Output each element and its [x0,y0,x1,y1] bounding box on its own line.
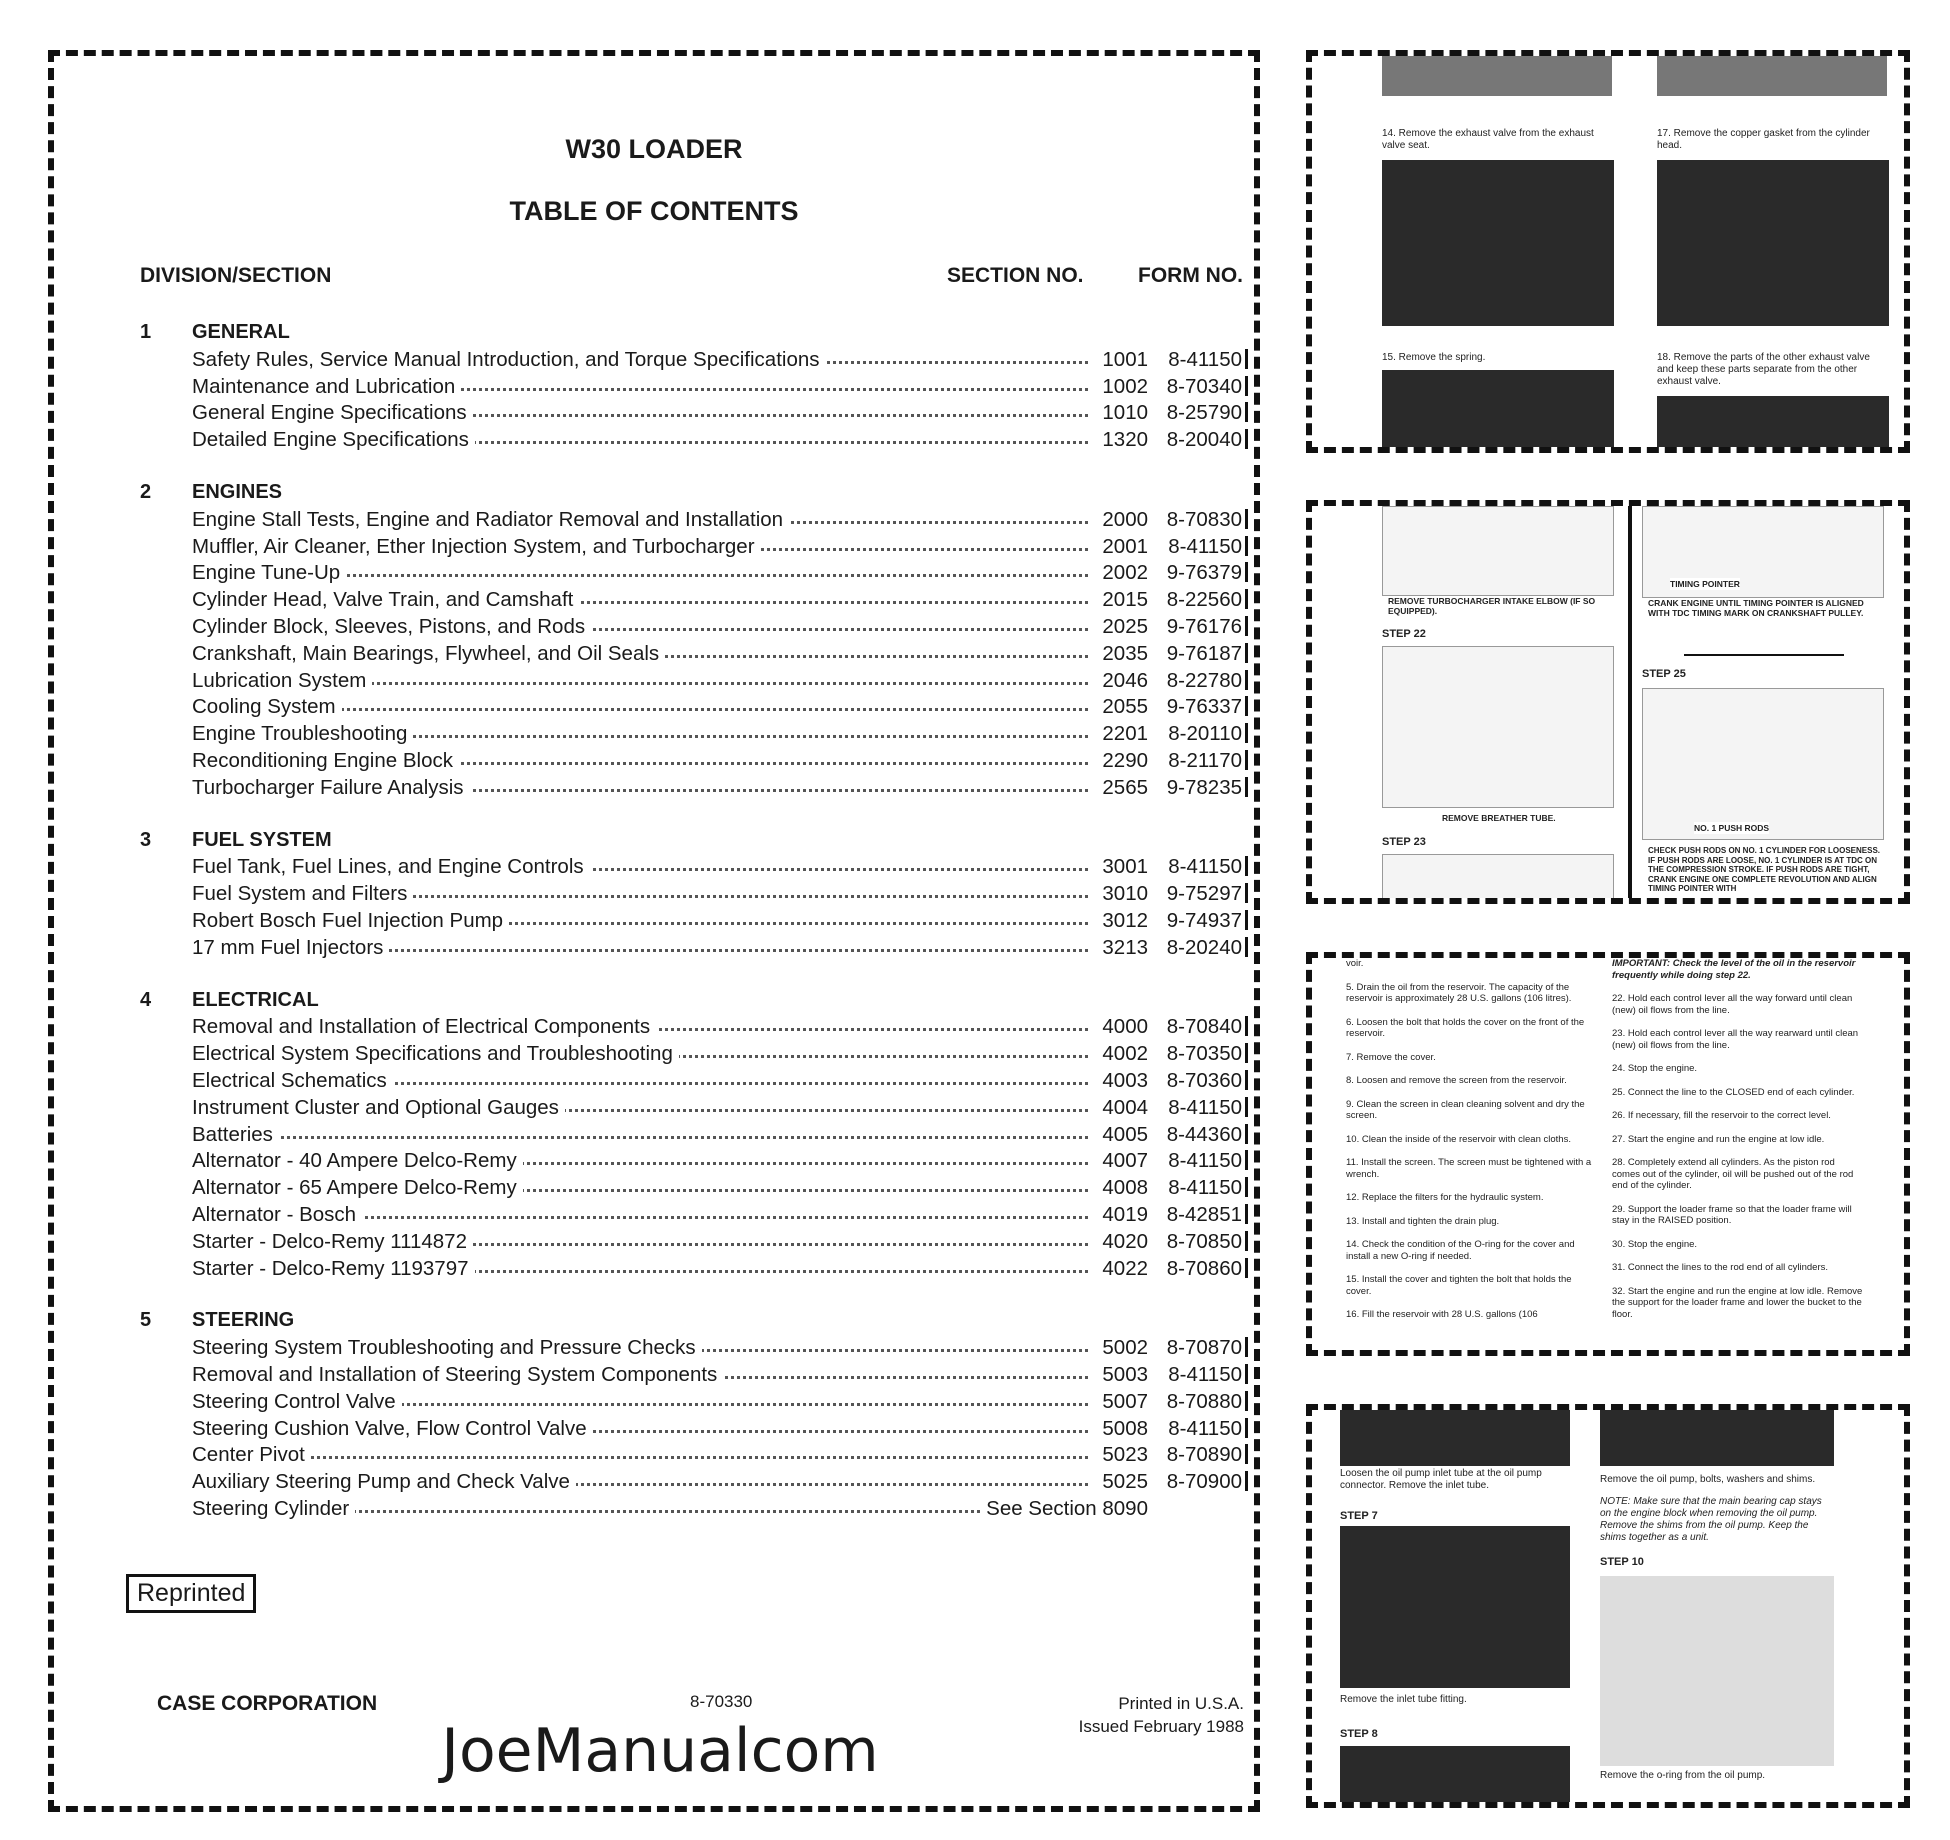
toc-entry [192,668,1242,694]
section-number: 1001 [1090,348,1148,372]
photo-inlet-tube [1340,1410,1570,1466]
toc-page [48,50,1260,1812]
step-paragraph: 11. Install the screen. The screen must be tightened with a wrench. [1346,1157,1592,1180]
photo-step-7 [1340,1526,1570,1688]
right-steps [1612,993,1864,1320]
section-number: 5002 [1090,1336,1148,1360]
step-paragraph: 15. Install the cover and tighten the bolt that holds the cover. [1346,1274,1572,1297]
section-number: 4000 [1090,1015,1148,1039]
thumbnail-page-text [1306,952,1910,1356]
entry-title: Engine Troubleshooting [192,722,413,746]
entry-title: Steering Control Valve [192,1390,402,1414]
company-name: CASE CORPORATION [157,1692,378,1715]
drawing-breather-tube [1382,646,1614,808]
toc-entry [192,1042,1242,1067]
entry-title: Steering Cylinder [192,1497,355,1521]
thumbnail-page-valves [1306,50,1910,453]
section-number: 3001 [1090,855,1148,879]
form-number: 8-70870 [1148,1336,1248,1360]
form-number: 8-20110 [1148,722,1248,746]
form-number: 8-21170 [1148,749,1248,773]
dot-leader [192,1136,1088,1139]
header-division: DIVISION/SECTION [140,264,332,287]
form-number: 8-70360 [1148,1069,1248,1093]
section-number: 2000 [1090,508,1148,532]
caption-18: 18. Remove the parts of the other exhaust valve and keep these parts separate from the other exhaust valve. [1657,352,1870,387]
document-title: W30 LOADER [565,134,743,164]
step-paragraph: 28. Completely extend all cylinders. As the piston rod comes out of the cylinder, oil will be pushed out of the rod end of the cylinder. [1612,1157,1854,1191]
important-note: IMPORTANT: Check the level of the oil in the reservoir frequently while doing step 22. [1612,958,1856,981]
entry-title: Reconditioning Engine Block [192,749,459,773]
caption-o-ring: Remove the o-ring from the oil pump. [1600,1770,1766,1781]
drawing-intake-elbow [1382,506,1614,596]
section-number: 2290 [1090,749,1148,773]
step-paragraph: 25. Connect the line to the CLOSED end of each cylinder. [1612,1086,1855,1098]
step-10-label: STEP 10 [1600,1556,1644,1568]
toc-entry [192,534,1242,560]
toc-entry [192,1497,1148,1522]
toc-entry [192,775,1242,801]
section-number: 2046 [1090,669,1148,693]
section-number: See Section 8090 [982,1497,1148,1521]
section-number: 4008 [1090,1176,1148,1200]
form-number: 8-70860 [1148,1257,1248,1281]
step-paragraph: 16. Fill the reservoir with 28 U.S. gallons (106 [1346,1309,1538,1320]
division-name: ELECTRICAL [192,988,319,1011]
entry-title: Muffler, Air Cleaner, Ether Injection System, and Turbocharger [192,535,761,559]
step-paragraph: 12. Replace the filters for the hydraulic system. [1346,1192,1544,1203]
step-paragraph: 8. Loosen and remove the screen from the reservoir. [1346,1075,1567,1086]
document-subtitle: TABLE OF CONTENTS [509,196,799,226]
entry-title: Fuel System and Filters [192,882,413,906]
step-22-label: STEP 22 [1382,628,1426,640]
entry-title: Steering Cushion Valve, Flow Control Valve [192,1417,593,1441]
form-number: 8-41150 [1148,1417,1248,1441]
drawing-push-rods [1642,688,1884,840]
entry-title: Engine Tune-Up [192,561,346,585]
form-number: 8-25790 [1148,401,1248,425]
dot-leader [192,1456,1088,1459]
form-number: 8-22560 [1148,588,1248,612]
toc-entry [192,1389,1242,1415]
step-paragraph: 27. Start the engine and run the engine at low idle. [1612,1133,1825,1145]
entry-title: Alternator - Bosch [192,1203,362,1227]
step-paragraph: 30. Stop the engine. [1612,1238,1698,1250]
section-number: 5025 [1090,1470,1148,1494]
section-number: 4007 [1090,1149,1148,1173]
section-number: 1002 [1090,375,1148,399]
header-form: FORM NO. [1138,264,1243,287]
entry-title: Cylinder Block, Sleeves, Pistons, and Rods [192,615,591,639]
entry-title: Cylinder Head, Valve Train, and Camshaft [192,588,579,612]
entry-title: Removal and Installation of Steering System Components [192,1363,723,1387]
division-number: 3 [140,828,152,851]
photo-oil-pump [1600,1410,1834,1466]
step-paragraph: 23. Hold each control lever all the way rearward until clean (new) oil flows from the line. [1612,1028,1859,1051]
form-number: 8-70880 [1148,1390,1248,1414]
section-number: 4022 [1090,1257,1148,1281]
section-number: 2055 [1090,695,1148,719]
form-number: 9-76176 [1148,615,1248,639]
step-paragraph: 22. Hold each control lever all the way forward until clean (new) oil flows from the line. [1612,993,1853,1016]
division-number: 5 [140,1309,152,1332]
toc-entry [192,1416,1242,1442]
toc-entry [192,722,1242,747]
step-paragraph: 32. Start the engine and run the engine at low idle. Remove the support for the loader frame and lower the bucket to the floor. [1612,1285,1863,1320]
form-number: 8-41150 [1148,1176,1248,1200]
toc-entry [192,695,1242,720]
note-main-bearing: NOTE: Make sure that the main bearing cap stays on the engine block when removing the oil pump. Remove the shims from the oil pump. Keep the shims together as a unit. [1600,1496,1822,1543]
entry-title: Electrical Schematics [192,1069,393,1093]
entry-title: Alternator - 40 Ampere Delco-Remy [192,1149,523,1173]
entry-title: Safety Rules, Service Manual Introduction, and Torque Specifications [192,348,826,372]
step-paragraph: 13. Install and tighten the drain plug. [1346,1215,1500,1227]
toc-entry [192,1015,1242,1040]
entry-title: Starter - Delco-Remy 1114872 [192,1230,473,1254]
step-paragraph: 6. Loosen the bolt that holds the cover on the front of the reservoir. [1346,1016,1585,1039]
toc-entry [192,641,1242,667]
toc-entry [192,1256,1242,1282]
entry-title: Maintenance and Lubrication [192,375,461,399]
section-number: 5023 [1090,1443,1148,1467]
caption-17: 17. Remove the copper gasket from the cylinder head. [1657,128,1870,151]
photo-top-left [1382,56,1612,96]
form-number: 8-20240 [1148,936,1248,960]
section-number: 1010 [1090,401,1148,425]
form-number: 9-76379 [1148,561,1248,585]
entry-title: Turbocharger Failure Analysis [192,776,470,800]
entry-title: Electrical System Specifications and Troubleshooting [192,1042,679,1066]
form-number: 9-76337 [1148,695,1248,719]
toc-entry [192,561,1242,586]
step-23-label: STEP 23 [1382,836,1426,848]
form-number: 9-75297 [1148,882,1248,906]
toc-entry [192,1149,1242,1174]
toc-entry [192,1095,1242,1121]
entry-title: Batteries [192,1123,279,1147]
section-number: 3010 [1090,882,1148,906]
photo-copper-gasket [1657,160,1889,326]
toc-entry [192,1336,1242,1361]
toc-entry [192,935,1242,961]
step-25-label: STEP 25 [1642,668,1686,680]
reprinted-stamp: Reprinted [126,1574,256,1613]
label-timing-pointer: TIMING POINTER [1670,579,1740,589]
form-number: 8-42851 [1148,1203,1248,1227]
form-number: 8-70900 [1148,1470,1248,1494]
step-8-label: STEP 8 [1340,1728,1378,1740]
section-number: 2035 [1090,642,1148,666]
section-number: 4003 [1090,1069,1148,1093]
entry-title: General Engine Specifications [192,401,473,425]
toc-entry [192,588,1242,613]
issued-date: Issued February 1988 [1078,1717,1244,1736]
printed-in: Printed in U.S.A. [1118,1694,1244,1713]
form-number: 8-20040 [1148,428,1248,452]
toc-entry [192,1363,1242,1388]
toc-entry [192,855,1242,880]
form-number: 8-70850 [1148,1230,1248,1254]
division-number: 1 [140,321,152,343]
thumbnail-page-drawings [1306,500,1910,904]
rule [1684,654,1844,656]
text-column-right [1612,958,1864,1332]
drawing-step-23 [1382,854,1614,898]
form-number: 8-44360 [1148,1123,1248,1147]
form-number: 9-78235 [1148,776,1248,800]
entry-title: Crankshaft, Main Bearings, Flywheel, and Oil Seals [192,642,665,666]
step-paragraph: 7. Remove the cover. [1346,1051,1436,1063]
brand-watermark: JoeManualcom [441,1716,879,1786]
caption-inlet-fitting: Remove the inlet tube fitting. [1340,1694,1467,1705]
section-number: 1320 [1090,428,1148,452]
photo-spring [1382,370,1614,447]
photo-exhaust-valve [1382,160,1614,326]
form-number: 8-41150 [1148,1149,1248,1173]
label-push-rods: NO. 1 PUSH RODS [1694,823,1770,833]
entry-title: Lubrication System [192,669,372,693]
label-check-push-rods: CHECK PUSH RODS ON NO. 1 CYLINDER FOR LOOSENESS. IF PUSH RODS ARE LOOSE, NO. 1 CYLINDER IS AT TDC ON THE COMPRESSION STROKE. IF PUSH RODS ARE TIGHT, CRANK ENGINE ONE COMPLETE REVOLUTION AND ALIGN TIMING POINTER WITH [1648,846,1881,893]
section-number: 3012 [1090,909,1148,933]
form-number: 9-74937 [1148,909,1248,933]
step-paragraph: 29. Support the loader frame so that the loader frame will stay in the RAISED position. [1612,1203,1852,1226]
toc-entry [192,1470,1242,1495]
text-column-left [1346,958,1598,1333]
caption-15: 15. Remove the spring. [1382,352,1486,363]
section-number: 4004 [1090,1096,1148,1120]
section-number: 2565 [1090,776,1148,800]
form-number: 8-70340 [1148,375,1248,399]
toc-entry [192,749,1242,774]
form-number: 8-41150 [1148,1363,1248,1387]
section-number: 2002 [1090,561,1148,585]
division-number: 4 [140,988,152,1011]
entry-title: Alternator - 65 Ampere Delco-Remy [192,1176,523,1200]
section-number: 5003 [1090,1363,1148,1387]
section-number: 2015 [1090,588,1148,612]
step-paragraph: voir. [1346,958,1364,969]
toc-entry [192,909,1242,934]
form-number: 8-70830 [1148,508,1248,532]
toc-entry [192,1229,1242,1255]
form-number: 8-41150 [1148,1096,1248,1120]
toc-entry [192,428,1242,453]
step-paragraph: 5. Drain the oil from the reservoir. The capacity of the reservoir is approximately 28 U.S. gallons (106 litres). [1346,981,1572,1004]
photo-step-8 [1340,1746,1570,1802]
entry-title: Removal and Installation of Electrical Components [192,1015,656,1039]
form-number: 8-41150 [1148,535,1248,559]
form-number: 8-70890 [1148,1443,1248,1467]
division-name: STEERING [192,1309,295,1332]
step-paragraph: 26. If necessary, fill the reservoir to the correct level. [1612,1110,1831,1121]
step-paragraph: 14. Check the condition of the O-ring for the cover and install a new O-ring if needed. [1346,1239,1575,1262]
entry-title: Center Pivot [192,1443,311,1467]
step-paragraph: 31. Connect the lines to the rod end of all cylinders. [1612,1262,1828,1273]
form-number: 8-70350 [1148,1042,1248,1066]
toc-entry [192,1069,1242,1094]
division-name: FUEL SYSTEM [192,828,332,851]
photo-other-valve [1657,396,1889,447]
entry-title: Starter - Delco-Remy 1193797 [192,1257,475,1281]
step-paragraph: 9. Clean the screen in clean cleaning solvent and dry the screen. [1346,1098,1585,1121]
section-number: 4005 [1090,1123,1148,1147]
section-number: 2001 [1090,535,1148,559]
division-number: 2 [140,481,152,503]
section-number: 2025 [1090,615,1148,639]
step-7-label: STEP 7 [1340,1510,1378,1522]
section-number: 5008 [1090,1417,1148,1441]
label-crank-engine: CRANK ENGINE UNTIL TIMING POINTER IS ALIGNED WITH TDC TIMING MARK ON CRANKSHAFT PULLEY. [1648,598,1864,618]
entry-title: Fuel Tank, Fuel Lines, and Engine Controls [192,855,590,879]
label-breather-tube: REMOVE BREATHER TUBE. [1442,813,1556,823]
section-number: 3213 [1090,936,1148,960]
form-number: 8-41150 [1148,855,1248,879]
section-number: 4020 [1090,1230,1148,1254]
toc-entry [192,401,1242,426]
form-number: 8-22780 [1148,669,1248,693]
toc-entry [192,507,1242,533]
form-number: 8-70840 [1148,1015,1248,1039]
form-number: 8-70330 [690,1692,753,1711]
entry-title: Robert Bosch Fuel Injection Pump [192,909,509,933]
column-divider [1628,506,1632,898]
toc-entry [192,882,1242,907]
photo-top-right [1657,56,1887,96]
division-name: ENGINES [192,481,283,503]
thumbnail-page-oil-pump [1306,1404,1910,1808]
entry-title: Detailed Engine Specifications [192,428,475,452]
entry-title: Auxiliary Steering Pump and Check Valve [192,1470,576,1494]
section-number: 4002 [1090,1042,1148,1066]
toc-entry [192,1176,1242,1201]
toc-entry [192,1122,1242,1148]
header-section: SECTION NO. [947,264,1084,287]
caption-14: 14. Remove the exhaust valve from the exhaust valve seat. [1382,128,1594,151]
section-number: 2201 [1090,722,1148,746]
entry-title: Instrument Cluster and Optional Gauges [192,1096,565,1120]
entry-title: 17 mm Fuel Injectors [192,936,389,960]
toc-entry [192,347,1242,373]
toc-entry [192,1203,1242,1228]
entry-title: Engine Stall Tests, Engine and Radiator Removal and Installation [192,508,789,532]
step-paragraph: 10. Clean the inside of the reservoir with clean cloths. [1346,1133,1571,1145]
caption-inlet-tube: Loosen the oil pump inlet tube at the oil pump connector. Remove the inlet tube. [1340,1468,1542,1491]
entry-title: Steering System Troubleshooting and Pressure Checks [192,1336,702,1360]
section-number: 4019 [1090,1203,1148,1227]
label-intake-elbow: REMOVE TURBOCHARGER INTAKE ELBOW (IF SO EQUIPPED). [1388,596,1596,616]
form-number: 9-76187 [1148,642,1248,666]
caption-oil-pump: Remove the oil pump, bolts, washers and shims. [1600,1474,1816,1485]
toc-entry [192,374,1242,400]
step-paragraph: 24. Stop the engine. [1612,1063,1698,1074]
photo-step-10 [1600,1576,1834,1766]
division-name: GENERAL [192,321,290,343]
entry-title: Cooling System [192,695,342,719]
toc-entry [192,1443,1242,1468]
toc-entry [192,615,1242,640]
form-number: 8-41150 [1148,348,1248,372]
section-number: 5007 [1090,1390,1148,1414]
